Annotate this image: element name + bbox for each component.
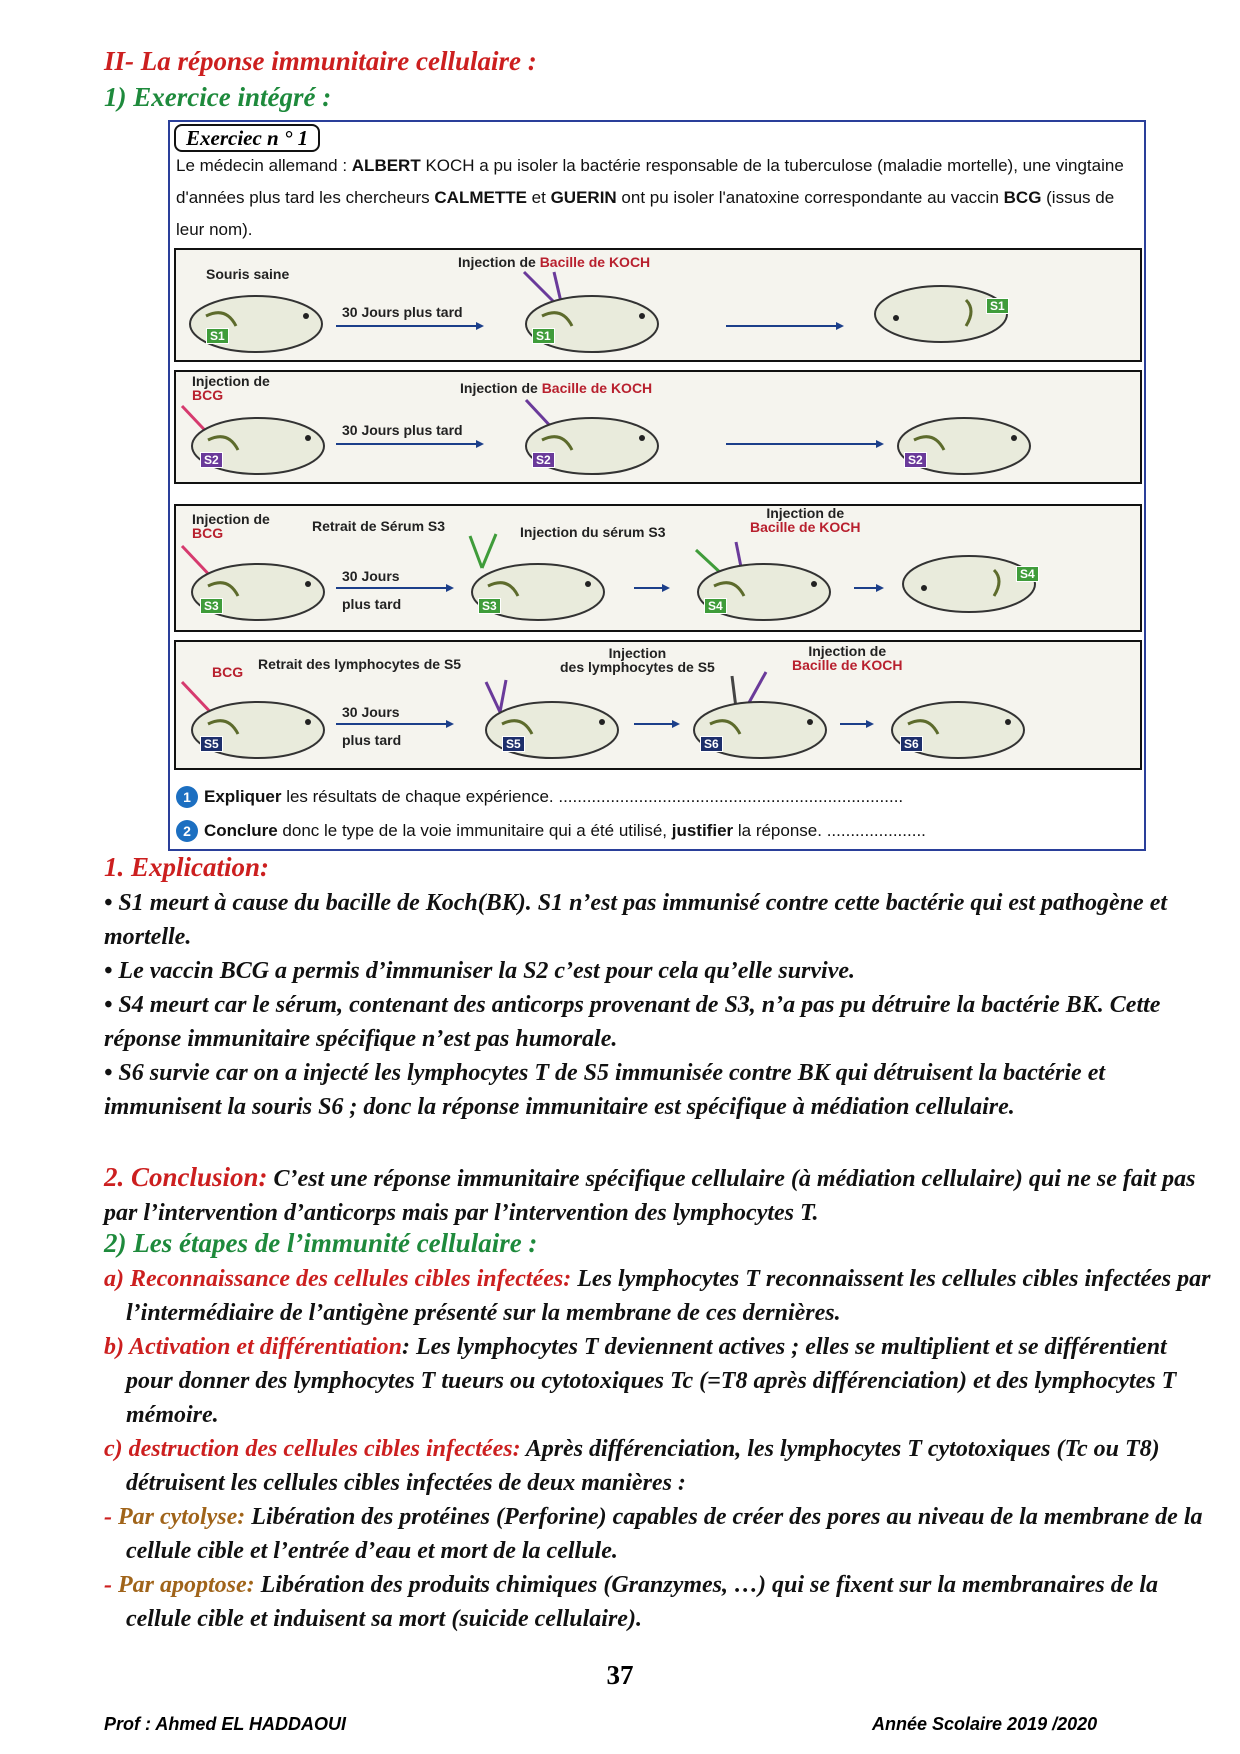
conclusion-title: 2. Conclusion: bbox=[104, 1162, 268, 1192]
experiment-panel-3 bbox=[174, 504, 1142, 632]
page-number: 37 bbox=[606, 1660, 634, 1690]
explication-title: 1. Explication: bbox=[104, 852, 270, 882]
question-number-icon: 1 bbox=[176, 786, 198, 808]
mouse-tag: S6 bbox=[900, 736, 923, 752]
mouse-tag: S1 bbox=[986, 298, 1009, 314]
mouse-s5-lymphocytes bbox=[482, 694, 632, 762]
conclusion-text: C’est une réponse immunitaire spécifique cellulaire (à médiation cellulaire) qui ne se fait pas par l’intervention d’anticorps mais par l’intervention des lymphocytes T. bbox=[104, 1166, 1196, 1226]
footer-year: Année Scolaire 2019 /2020 bbox=[872, 1714, 1098, 1734]
label-bcg: BCG bbox=[212, 664, 244, 680]
experiment-panel-2 bbox=[174, 370, 1142, 484]
intro-calmette: CALMETTE bbox=[434, 188, 527, 207]
label-delay: 30 Jours plus tard bbox=[342, 422, 463, 438]
mouse-s6 bbox=[690, 694, 840, 762]
mouse-tag: S2 bbox=[532, 452, 555, 468]
subsection-title-2: 2) Les étapes de l’immunité cellulaire : bbox=[104, 1228, 538, 1258]
etapes-list bbox=[104, 1262, 1216, 1636]
mouse-s1-injected bbox=[522, 286, 672, 354]
mouse-tag: S4 bbox=[1016, 566, 1039, 582]
label-injection-bcg: Injection de BCG bbox=[192, 511, 270, 541]
explication-item: • S1 meurt à cause du bacille de Koch(BK). S1 n’est pas immunisé contre cette bactérie qui est pathogène et mortelle. bbox=[104, 890, 1168, 950]
experiment-panel-1 bbox=[174, 248, 1142, 362]
question-number-icon: 2 bbox=[176, 820, 198, 842]
mouse-tag: S2 bbox=[904, 452, 927, 468]
mouse-tag: S1 bbox=[532, 328, 555, 344]
mouse-tag: S3 bbox=[200, 598, 223, 614]
mode-cytolyse: - Par cytolyse: Libération des protéines (Perforine) capables de créer des pores au niveau de la membrane de la cellule cible et l’entrée d’eau et mort de la cellule. bbox=[104, 1504, 1203, 1564]
label-souris-saine: Souris saine bbox=[206, 266, 290, 282]
mouse-tag: S5 bbox=[502, 736, 525, 752]
mouse-s1 bbox=[186, 286, 336, 354]
explication-list bbox=[104, 886, 1216, 1124]
mouse-s3-serum bbox=[468, 556, 618, 624]
exercise-intro bbox=[176, 150, 1136, 246]
label-injection-lymphocytes: Injection des lymphocytes de S5 bbox=[560, 645, 715, 675]
intro-text: et bbox=[526, 188, 551, 207]
etape-b: b) Activation et différentiation: Les lymphocytes T deviennent actives ; elles se multiplient et se différentient pour donner des lymphocytes T tueurs ou cytotoxiques Tc (=T8 après différenciation) et des lymphocytes T mémoire. bbox=[104, 1334, 1177, 1428]
label-injection-serum: Injection du sérum S3 bbox=[520, 524, 666, 540]
mouse-s3 bbox=[188, 556, 338, 624]
intro-guerin: GUERIN bbox=[550, 188, 617, 207]
label-injection-koch: Injection de Bacille de KOCH bbox=[792, 643, 903, 673]
label-retrait-lymphocytes: Retrait des lymphocytes de S5 bbox=[258, 656, 462, 672]
footer-author: Prof : Ahmed EL HADDAOUI bbox=[104, 1714, 347, 1734]
conclusion-paragraph bbox=[104, 1160, 1216, 1230]
question-2: 2 Conclure donc le type de la voie immunitaire qui a été utilisé, justifier la réponse. ..................... bbox=[176, 820, 926, 842]
label-delay: plus tard bbox=[342, 732, 402, 748]
mouse-tag: S2 bbox=[200, 452, 223, 468]
mouse-tag: S1 bbox=[206, 328, 229, 344]
mouse-tag: S3 bbox=[478, 598, 501, 614]
mouse-s2-alive bbox=[894, 410, 1044, 478]
mouse-tag: S6 bbox=[700, 736, 723, 752]
explication-item: • Le vaccin BCG a permis d’immuniser la S2 c’est pour cela qu’elle survive. bbox=[104, 958, 856, 984]
mouse-s6-alive bbox=[888, 694, 1038, 762]
exercise-tag: Exerciec n ° 1 bbox=[174, 124, 320, 152]
label-injection-bcg: Injection de BCG bbox=[192, 373, 270, 403]
section-title: II- La réponse immunitaire cellulaire : bbox=[104, 46, 537, 76]
etape-a: a) Reconnaissance des cellules cibles infectées: Les lymphocytes T reconnaissent les cellules cibles infectées par l’intermédiaire de l’antigène présenté sur la membrane de ces dernières. bbox=[104, 1266, 1211, 1326]
question-1: 1 Expliquer les résultats de chaque expérience. ......................................................................... bbox=[176, 786, 903, 808]
intro-text: (issus de leur nom). bbox=[176, 188, 1115, 239]
experiment-panel-4 bbox=[174, 640, 1142, 770]
mouse-tag: S5 bbox=[200, 736, 223, 752]
mode-apoptose: - Par apoptose: Libération des produits chimiques (Granzymes, …) qui se fixent sur la membranaires de la cellule cible et induisent sa mort (suicide cellulaire). bbox=[104, 1572, 1159, 1632]
intro-text: Le médecin allemand : bbox=[176, 156, 352, 175]
label-injection: Injection de Bacille de KOCH bbox=[458, 254, 651, 270]
mouse-s4 bbox=[694, 556, 844, 624]
exercise-box bbox=[168, 120, 1146, 851]
intro-albert: ALBERT bbox=[351, 156, 421, 175]
intro-bcg: BCG bbox=[1003, 188, 1042, 207]
label-retrait-serum: Retrait de Sérum S3 bbox=[312, 518, 446, 534]
explication-item: • S4 meurt car le sérum, contenant des anticorps provenant de S3, n’a pas pu détruire la bactérie BK. Cette réponse immunitaire spécifique n’est pas humorale. bbox=[104, 992, 1161, 1052]
mouse-s4-dead bbox=[894, 550, 1044, 618]
label-injection: Injection de Bacille de KOCH bbox=[460, 380, 653, 396]
label-delay: 30 Jours bbox=[342, 568, 400, 584]
label-delay: plus tard bbox=[342, 596, 402, 612]
label-injection-koch: Injection de Bacille de KOCH bbox=[750, 505, 861, 535]
label-delay: 30 Jours bbox=[342, 704, 400, 720]
etape-c: c) destruction des cellules cibles infectées: Après différenciation, les lymphocytes T cytotoxiques (Tc ou T8) détruisent les cellules cibles infectées de deux manières : bbox=[104, 1436, 1160, 1496]
mouse-tag: S4 bbox=[704, 598, 727, 614]
label-delay: 30 Jours plus tard bbox=[342, 304, 463, 320]
mouse-s2 bbox=[188, 410, 338, 478]
mouse-s1-dead bbox=[866, 280, 1016, 348]
intro-text: ont pu isoler l'anatoxine correspondante au vaccin bbox=[616, 188, 1004, 207]
mouse-s5 bbox=[188, 694, 338, 762]
mouse-s2-injected bbox=[522, 410, 672, 478]
explication-item: • S6 survie car on a injecté les lymphocytes T de S5 immunisée contre BK qui détruisent la bactérie et immunisent la souris S6 ; donc la réponse immunitaire est spécifique à médiation cellulaire. bbox=[104, 1060, 1106, 1120]
subsection-title-1: 1) Exercice intégré : bbox=[104, 82, 332, 112]
intro-text: KOCH a pu isoler la bactérie responsable de la tuberculose (maladie mortelle), une vingtaine d'années plus tard les chercheurs bbox=[176, 156, 1124, 207]
